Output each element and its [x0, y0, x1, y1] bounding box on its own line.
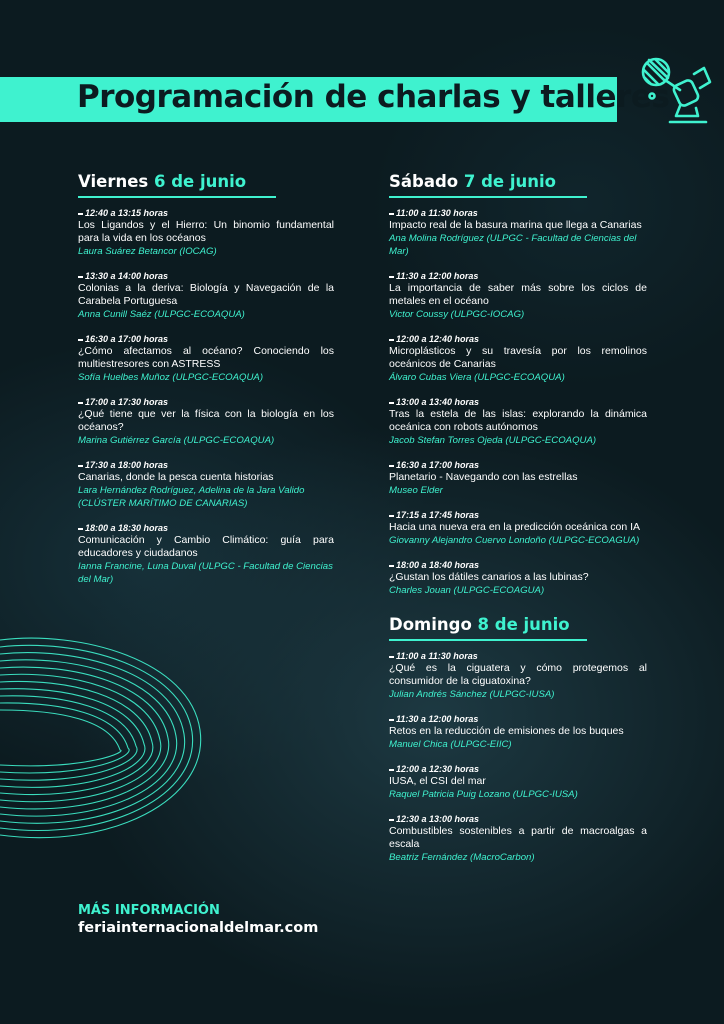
- session-item: [389, 509, 647, 547]
- session-title: La importancia de saber más sobre los ciclos de metales en el océano: [389, 282, 647, 307]
- session-title: Planetario - Navegando con las estrellas: [389, 471, 578, 483]
- session-item: [389, 650, 647, 701]
- session-speaker: Marina Gutiérrez García (ULPGC-ECOAQUA): [78, 435, 275, 446]
- session-time: 11:00 a 11:30 horas: [389, 207, 647, 219]
- session-speaker: Charles Jouan (ULPGC-ECOAGUA): [389, 585, 545, 596]
- weekend-column: [389, 172, 647, 876]
- session-title: Combustibles sostenibles a partir de macroalgas a escala: [389, 825, 647, 850]
- session-item: [389, 763, 647, 801]
- day-date: 8 de junio: [477, 615, 570, 634]
- session-title: ¿Qué es la ciguatera y cómo protegemos al consumidor de la ciguatoxina?: [389, 662, 647, 687]
- day-date: 7 de junio: [463, 172, 556, 191]
- session-speaker: Sofía Huelbes Muñoz (ULPGC-ECOAQUA): [78, 372, 264, 383]
- session-time: 13:00 a 13:40 horas: [389, 396, 647, 408]
- session-title: Microplásticos y su travesía por los remolinos oceánicos de Canarias: [389, 345, 647, 370]
- session-time: 17:00 a 17:30 horas: [78, 396, 334, 408]
- session-item: [389, 459, 647, 497]
- session-time: 18:00 a 18:40 horas: [389, 559, 647, 571]
- session-time: 11:30 a 12:00 horas: [389, 270, 647, 282]
- session-item: [78, 396, 334, 447]
- session-speaker: Beatriz Fernández (MacroCarbon): [389, 852, 535, 863]
- day-heading-saturday: [389, 172, 587, 198]
- page-title: Programación de charlas y talleres: [77, 79, 670, 115]
- session-speaker: Anna Cunill Saéz (ULPGC-ECOAQUA): [78, 309, 245, 320]
- session-item: [78, 270, 334, 321]
- session-speaker: Museo Elder: [389, 485, 443, 496]
- session-title: Retos en la reducción de emisiones de los buques: [389, 725, 624, 737]
- session-item: [78, 207, 334, 258]
- session-title: Impacto real de la basura marina que llega a Canarias: [389, 219, 642, 231]
- session-item: [389, 270, 647, 321]
- session-speaker: Ianna Francine, Luna Duval (ULPGC - Facultad de Ciencias del Mar): [78, 561, 333, 585]
- session-speaker: Raquel Patricia Puig Lozano (ULPGC-IUSA): [389, 789, 578, 800]
- session-title: ¿Qué tiene que ver la física con la biología en los océanos?: [78, 408, 334, 433]
- session-speaker: Giovanny Alejandro Cuervo Londoño (ULPGC-ECOAGUA): [389, 535, 640, 546]
- session-speaker: Laura Suárez Betancor (IOCAG): [78, 246, 217, 257]
- session-title: ¿Gustan los dátiles canarios a las lubinas?: [389, 571, 589, 583]
- session-title: Comunicación y Cambio Climático: guía para educadores y ciudadanos: [78, 534, 334, 559]
- session-item: [78, 522, 334, 586]
- session-item: [389, 207, 647, 258]
- session-speaker: Julian Andrés Sánchez (ULPGC-IUSA): [389, 689, 555, 700]
- session-title: Colonias a la deriva: Biología y Navegación de la Carabela Portuguesa: [78, 282, 334, 307]
- session-time: 17:15 a 17:45 horas: [389, 509, 647, 521]
- wave-lines-decoration: [0, 620, 260, 860]
- session-item: [389, 396, 647, 447]
- day-heading-sunday: [389, 615, 587, 641]
- session-time: 12:00 a 12:40 horas: [389, 333, 647, 345]
- session-speaker: Ana Molina Rodríguez (ULPGC - Facultad de Ciencias del Mar): [389, 233, 637, 257]
- session-time: 16:30 a 17:00 horas: [78, 333, 334, 345]
- friday-column: [78, 172, 334, 598]
- session-item: [78, 459, 334, 510]
- day-heading-friday: [78, 172, 276, 198]
- session-time: 18:00 a 18:30 horas: [78, 522, 334, 534]
- session-title: Canarias, donde la pesca cuenta historias: [78, 471, 274, 483]
- session-time: 12:00 a 12:30 horas: [389, 763, 647, 775]
- session-item: [78, 333, 334, 384]
- more-info-label: MÁS INFORMACIÓN: [78, 903, 220, 918]
- session-speaker: Lara Hernández Rodríguez, Adelina de la Jara Valido (CLÚSTER MARÍTIMO DE CANARIAS): [78, 485, 305, 509]
- session-item: [389, 713, 647, 751]
- day-name: Domingo: [389, 615, 472, 634]
- session-title: IUSA, el CSI del mar: [389, 775, 486, 787]
- session-time: 13:30 a 14:00 horas: [78, 270, 334, 282]
- session-title: Hacia una nueva era en la predicción oceánica con IA: [389, 521, 640, 533]
- session-time: 11:00 a 11:30 horas: [389, 650, 647, 662]
- session-speaker: Victor Coussy (ULPGC-IOCAG): [389, 309, 525, 320]
- session-time: 17:30 a 18:00 horas: [78, 459, 334, 471]
- session-time: 11:30 a 12:00 horas: [389, 713, 647, 725]
- session-time: 12:40 a 13:15 horas: [78, 207, 334, 219]
- session-item: [389, 333, 647, 384]
- day-name: Viernes: [78, 172, 149, 191]
- session-title: Tras la estela de las islas: explorando la dinámica oceánica con robots autónomos: [389, 408, 647, 433]
- session-time: 16:30 a 17:00 horas: [389, 459, 647, 471]
- session-title: ¿Cómo afectamos al océano? Conociendo los multiestresores con ASTRESS: [78, 345, 334, 370]
- session-title: Los Ligandos y el Hierro: Un binomio fundamental para la vida en los océanos: [78, 219, 334, 244]
- session-speaker: Manuel Chica (ULPGC-EIIC): [389, 739, 512, 750]
- session-speaker: Jacob Stefan Torres Ojeda (ULPGC-ECOAQUA): [389, 435, 597, 446]
- session-speaker: Álvaro Cubas Viera (ULPGC-ECOAQUA): [389, 372, 565, 383]
- session-time: 12:30 a 13:00 horas: [389, 813, 647, 825]
- day-date: 6 de junio: [153, 172, 247, 191]
- microphone-icon: [636, 52, 716, 128]
- website-link[interactable]: feriainternacionaldelmar.com: [78, 920, 319, 936]
- session-item: [389, 813, 647, 864]
- day-name: Sábado: [389, 172, 459, 191]
- session-item: [389, 559, 647, 597]
